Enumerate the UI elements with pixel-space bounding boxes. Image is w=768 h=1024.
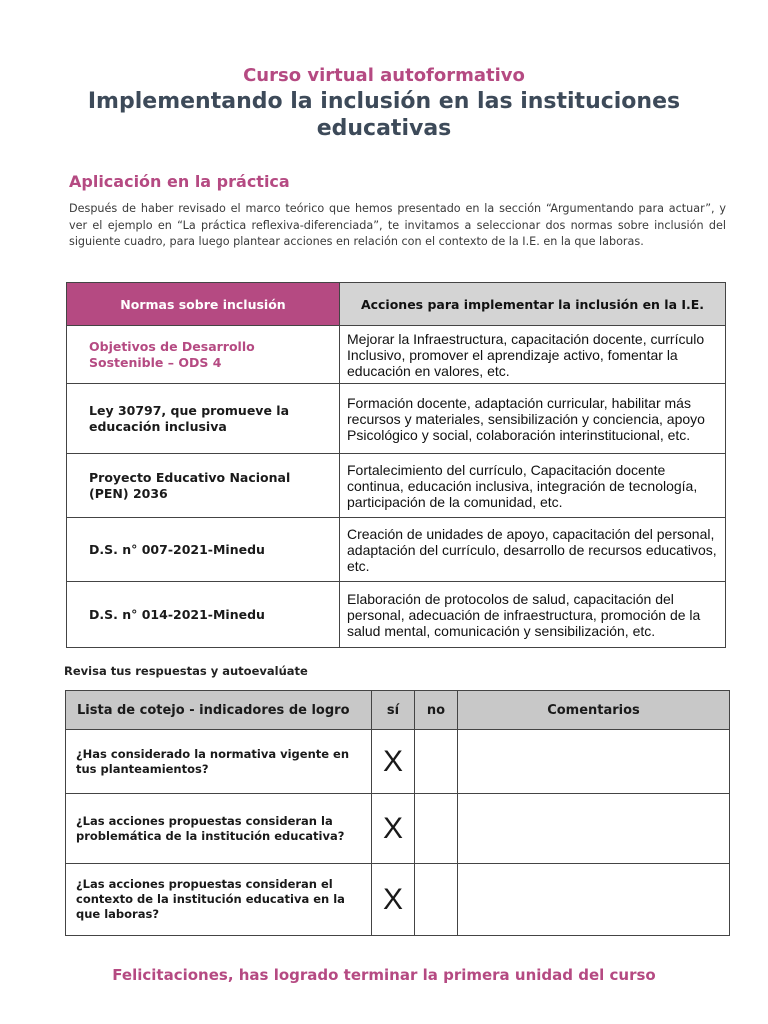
actions-column-header: Acciones para implementar la inclusión en la I.E. xyxy=(340,283,726,326)
norm-cell: D.S. n° 007-2021-Minedu xyxy=(67,518,340,582)
comment-cell xyxy=(458,864,730,936)
norm-cell: Ley 30797, que promueve la educación inclusiva xyxy=(67,384,340,454)
yes-column-header: sí xyxy=(372,691,415,730)
indicator-question: ¿Las acciones propuestas consideran el contexto de la institución educativa en la que laboras? xyxy=(66,864,372,936)
action-cell: Elaboración de protocolos de salud, capacitación del personal, adecuación de infraestructura, promoción de la salud mental, comunicación y sensibilización, etc. xyxy=(340,582,726,648)
checklist-table xyxy=(65,690,730,936)
course-title-line1: Implementando la inclusión en las instituciones xyxy=(87,89,681,114)
congratulations-message: Felicitaciones, has logrado terminar la primera unidad del curso xyxy=(112,966,656,984)
document-header xyxy=(0,64,768,142)
norms-table-header xyxy=(67,283,726,326)
norm-cell: Objetivos de Desarrollo Sostenible – ODS 4 xyxy=(67,326,340,384)
norm-cell: Proyecto Educativo Nacional (PEN) 2036 xyxy=(67,454,340,518)
action-cell: Mejorar la Infraestructura, capacitación docente, currículo Inclusivo, promover el aprendizaje activo, fomentar la educación en valores, etc. xyxy=(340,326,726,384)
table-row xyxy=(67,454,726,518)
table-row xyxy=(66,794,730,864)
yes-mark: X xyxy=(372,794,415,864)
no-mark xyxy=(415,794,458,864)
action-cell: Fortalecimiento del currículo, Capacitación docente continua, educación inclusiva, integración de tecnología, participación de la comunidad, etc. xyxy=(340,454,726,518)
indicator-question: ¿Las acciones propuestas consideran la problemática de la institución educativa? xyxy=(66,794,372,864)
comment-cell xyxy=(458,730,730,794)
table-row xyxy=(67,384,726,454)
action-cell: Formación docente, adaptación curricular, habilitar más recursos y materiales, sensibilización y conciencia, apoyo Psicológico y social, colaboración interinstitucional, etc. xyxy=(340,384,726,454)
table-row xyxy=(67,582,726,648)
indicator-column-header: Lista de cotejo - indicadores de logro xyxy=(66,691,372,730)
no-mark xyxy=(415,730,458,794)
action-cell: Creación de unidades de apoyo, capacitación del personal, adaptación del currículo, desarrollo de recursos educativos, etc. xyxy=(340,518,726,582)
table-row xyxy=(66,730,730,794)
table-row xyxy=(67,326,726,384)
comments-column-header: Comentarios xyxy=(458,691,730,730)
norms-table xyxy=(66,282,726,648)
table-row xyxy=(67,518,726,582)
course-label: Curso virtual autoformativo xyxy=(243,65,525,86)
intro-paragraph: Después de haber revisado el marco teórico que hemos presentado en la sección “Argumentando para actuar”, y ver el ejemplo en “La práctica reflexiva-diferenciada”, te invitamos a seleccionar dos normas sobre inclusión del siguiente cuadro, para luego plantear acciones en relación con el contexto de la I.E. en la que laboras. xyxy=(69,202,726,248)
review-label: Revisa tus respuestas y autoevalúate xyxy=(64,664,308,678)
norm-cell: D.S. n° 014-2021-Minedu xyxy=(67,582,340,648)
checklist-header xyxy=(66,691,730,730)
yes-mark: X xyxy=(372,730,415,794)
yes-mark: X xyxy=(372,864,415,936)
no-column-header: no xyxy=(415,691,458,730)
norms-column-header: Normas sobre inclusión xyxy=(67,283,340,326)
comment-cell xyxy=(458,794,730,864)
no-mark xyxy=(415,864,458,936)
table-row xyxy=(66,864,730,936)
course-title-line2: educativas xyxy=(316,116,452,141)
indicator-question: ¿Has considerado la normativa vigente en tus planteamientos? xyxy=(66,730,372,794)
section-title: Aplicación en la práctica xyxy=(69,172,290,191)
